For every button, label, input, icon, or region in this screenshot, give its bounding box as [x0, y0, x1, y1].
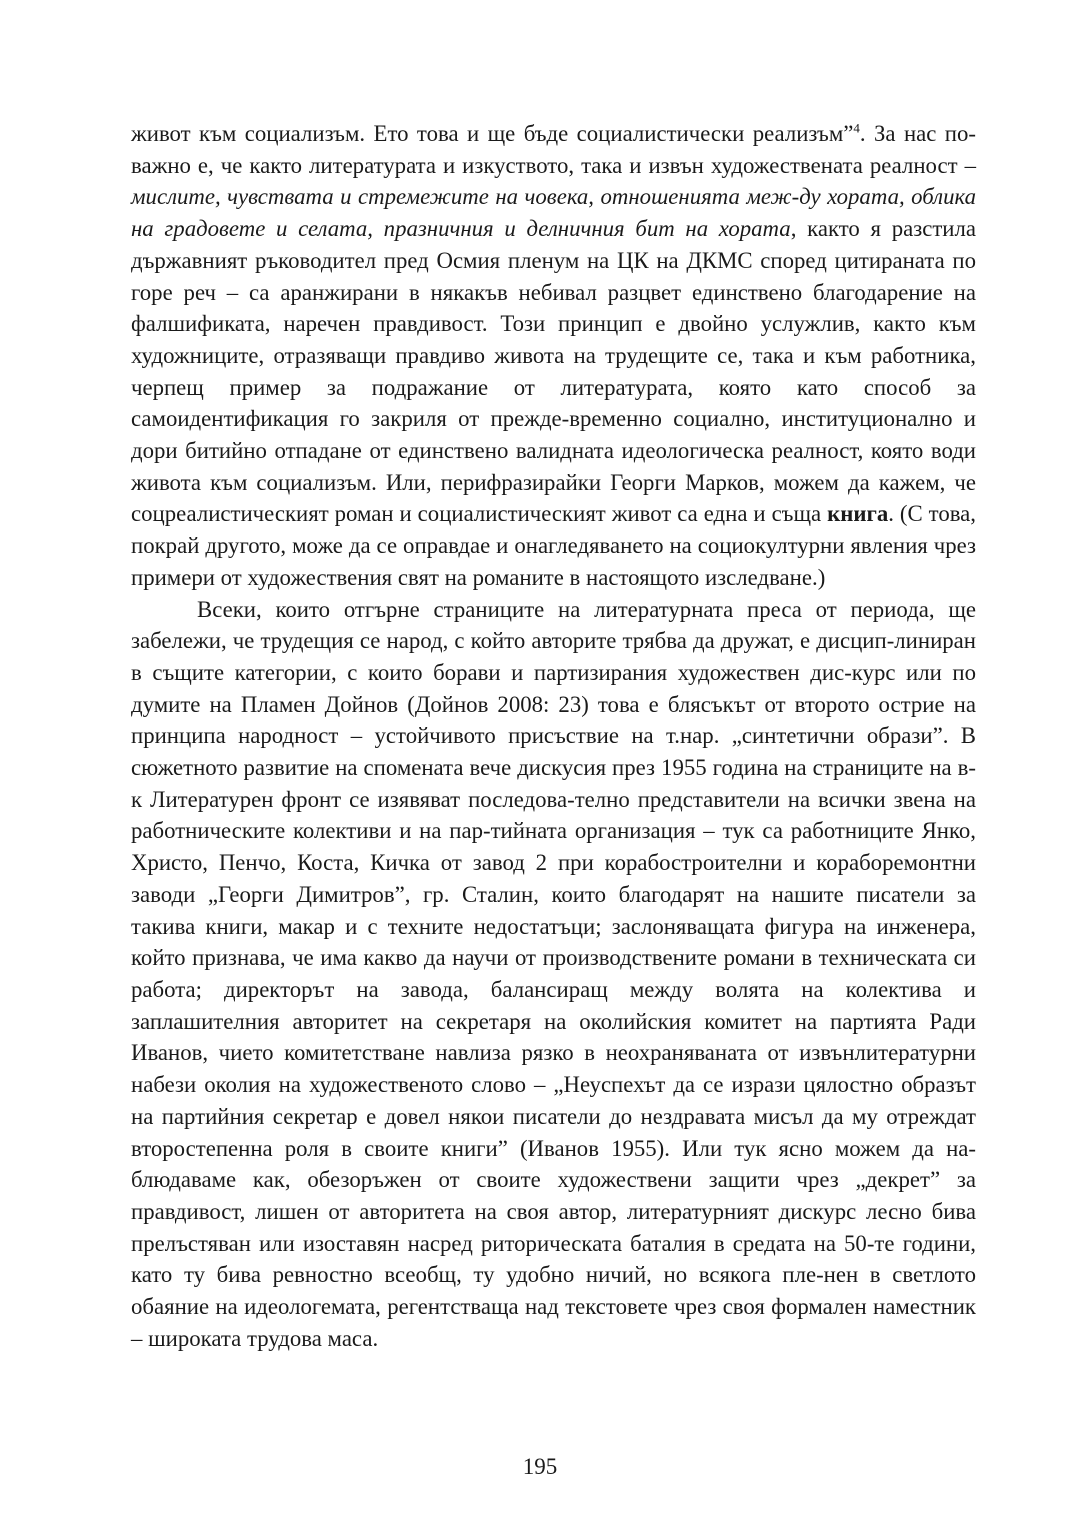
paragraph-1-text-4: . (С това, покрай другото, може да се оправдае и онагледяването на социокултурни явления чрез примери от художествения свят на романите в настоящото изследване.)	[131, 501, 976, 590]
paragraph-1-bold-word: книга	[827, 501, 889, 527]
paragraph-1-text-1: живот към социализъм. Ето това и ще бъде социалистически реализъм”	[131, 121, 854, 146]
paragraph-1	[131, 118, 976, 594]
paragraph-1-text-2: . За нас по-важно е, че както литературата и изкуството, така и извън художествената реалност –	[131, 121, 976, 178]
page-body	[131, 118, 976, 1354]
paragraph-1-text-3: , както я разстила държавният ръководител пред Осмия пленум на ЦК на ДКМС според цитираната по горе реч – са аранжирани в някакъв небивал разцвет единствено благодарение на фалшификата, наречен правдивост. Този принцип е двойно услужлив, както към художниците, отразяващи правдиво живота на трудещите се, така и към работника, черпещ пример за подражание от литературата, която като способ за самоидентификация го закриля от прежде-временно социално, институционално и дори битийно отпадане от единствено валидната идеологическа реалност, която води живота към социализъм. Или, перифразирайки Георги Марков, можем да кажем, че соцреалистическият роман и социалистическият живот са една и съща	[131, 216, 976, 527]
paragraph-1-italic-quote: мислите, чувствата и стремежите на човека, отношенията меж-ду хората, облика на градовете и селата, празничния и делничния бит на хората	[131, 184, 976, 242]
page-number: 195	[522, 1454, 558, 1479]
paragraph-2: Всеки, които отгърне страниците на литературната преса от периода, ще забележи, че трудещия се народ, с който авторите трябва да дружат, е дисцип-линиран в същите категории, с които борави и партизирания художествен дис-курс или по думите на Пламен Дойнов (Дойнов 2008: 23) това е блясъкът от второто острие на принципа народност – устойчивото присъствие на т.нар. „синтетични образи”. В сюжетното развитие на спомената вече дискусия през 1955 година на страниците на в-к Литературен фронт се изявяват последова-телно представители на всички звена на работническите колективи и на пар-тийната организация – тук са работниците Янко, Христо, Пенчо, Коста, Кичка от завод 2 при корабостроителни и кораборемонтни заводи „Георги Димитров”, гр. Сталин, които благодарят на нашите писатели за такива книги, макар и с техните недостатъци; заслоняващата фигура на инженера, който признава, че има какво да научи от производствените романи в техническата си работа; директорът на завода, балансиращ между волята на колектива и заплашителния авторитет на секретаря на околийския комитет на партията Ради Иванов, чието комитетстване навлиза рязко в неохраняваната от извънлитературни набези околия на художественото слово – „Неуспехът да се изрази цялостно образът на партийния секретар е довел някои писатели до нездравата мисъл да му отреждат второстепенна роля в своите книги” (Иванов 1955). Или тук ясно можем да на-блюдаваме как, обезоръжен от своите художествени защити чрез „декрет” за правдивост, лишен от авторитета на своя автор, литературният дискурс лесно бива прелъстяван или изоставян насред риторическата баталия в средата на 50-те години, като ту бива ревностно всеобщ, ту удобно ничий, но всякога пле-нен в светлото обаяние на идеологемата, регентстваща над текстовете чрез своя формален наместник – широката трудова маса.	[131, 596, 976, 1351]
footnote-reference[interactable]: 4	[853, 120, 860, 136]
